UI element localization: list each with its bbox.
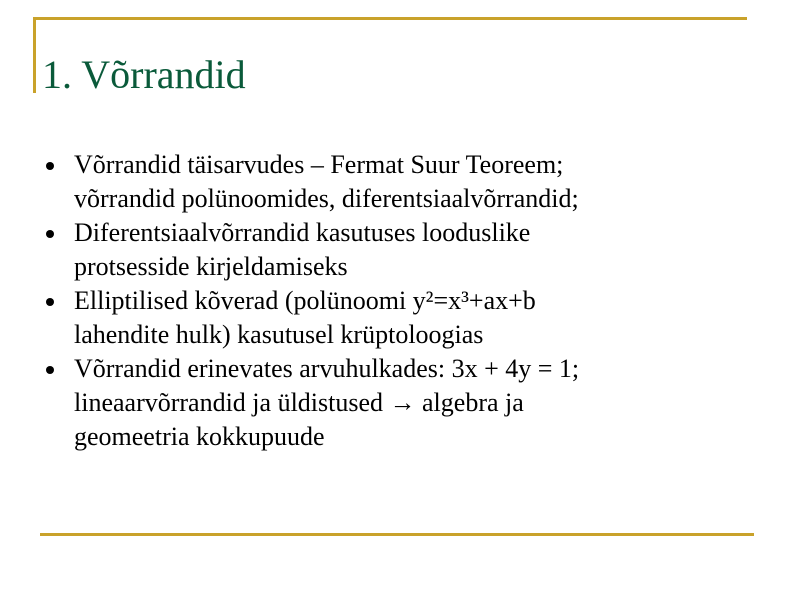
bullet-item: [0, 352, 734, 454]
bullet-item: [0, 284, 734, 352]
bullet-text-line: Võrrandid täisarvudes – Fermat Suur Teoreem;: [74, 150, 564, 179]
bottom-accent-line: [40, 533, 754, 536]
bullet-item: [0, 216, 734, 284]
bullet-text-line: võrrandid polünoomides, diferentsiaalvõrrandid;: [74, 184, 579, 213]
bullet-dot-icon: [46, 162, 54, 170]
bullet-item: [0, 148, 734, 216]
left-accent-line: [33, 17, 36, 93]
bullet-dot-icon: [46, 366, 54, 374]
bullet-text-line: protsesside kirjeldamiseks: [74, 252, 348, 281]
slide-title: 1. Võrrandid: [42, 52, 246, 97]
bullet-text-line: Võrrandid erinevates arvuhulkades: 3x + 4y = 1;: [74, 354, 580, 383]
bullet-dot-icon: [46, 298, 54, 306]
bullet-list: [0, 148, 794, 454]
bullet-dot-icon: [46, 230, 54, 238]
bullet-text-line: lahendite hulk) kasutusel krüptoloogias: [74, 320, 484, 349]
top-accent-line: [33, 17, 747, 20]
bullet-text-line: Elliptilised kõverad (polünoomi y²=x³+ax+b: [74, 286, 536, 315]
bullet-text-line: geomeetria kokkupuude: [74, 422, 325, 451]
bullet-text-line: lineaarvõrrandid ja üldistused → algebra ja: [74, 388, 524, 417]
bullet-text-line: Diferentsiaalvõrrandid kasutuses looduslike: [74, 218, 531, 247]
